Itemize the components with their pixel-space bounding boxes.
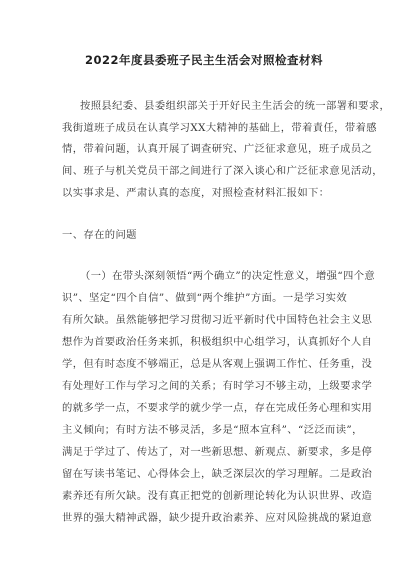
- body-line-5: 学，但有时态度不够端正，总是从客观上强调工作忙、任务重，没: [62, 358, 373, 370]
- body-line-1: （一）在带头深刻领悟“两个确立”的决定性意义，增强“四个意: [80, 270, 376, 282]
- body-line-4: 想作为首要政治任务来抓，积极组织中心组学习，认真抓好个人自: [62, 336, 373, 348]
- body-line-10: 留在写读书笔记、心得体会上，缺乏深层次的学习理解。二是政治: [62, 468, 373, 480]
- document-title: 2022年度县委班子民主生活会对照检查材料: [84, 53, 323, 67]
- body-line-11: 素养还有所欠缺。没有真正把党的创新理论转化为认识世界、改造: [62, 490, 373, 502]
- intro-line-2: 我街道班子成员在认真学习XX大精神的基础上，带着責任，带着感: [62, 122, 377, 134]
- body-line-9: 满足于学过了、传达了，对一些新思想、新观点、新要求，多是停: [62, 446, 373, 458]
- body-line-12: 世界的强大精神武器，缺少提升政治素养、应对风险挑战的紧迫意: [62, 512, 373, 524]
- body-line-8: 主义倾向；有时方法不够灵活，多是“照本宣科”、“泛泛而读”，: [62, 424, 363, 436]
- body-line-3: 有所欠缺。虽然能够把学习贯彻习近平新时代中国特色社会主义思: [62, 314, 373, 326]
- section-heading: 一、存在的问题: [62, 229, 137, 241]
- intro-line-4: 间、班子与机关党员干部之间进行了深入谈心和广泛征求意见活动，: [62, 165, 383, 177]
- body-line-2: 识”、坚定“四个自信”、做到“两个维护”方面。一是学习实效: [62, 292, 348, 304]
- body-line-7: 的就多学一点，不要求学的就少学一点，存在完成任务心理和实用: [62, 402, 373, 414]
- intro-line-1: 按照县纪委、县委组织部关于开好民主生活会的统一部署和要求，: [80, 100, 391, 112]
- intro-line-3: 情，带着问题，认真开展了调查研究、广泛征求意见，班子成员之: [62, 143, 373, 155]
- body-line-6: 有处理好工作与学习之间的关系；有时学习不够主动，上级要求学: [62, 380, 373, 392]
- intro-line-5: 以实事求是、严肃认真的态度，对照检查材料汇报如下：: [62, 187, 330, 199]
